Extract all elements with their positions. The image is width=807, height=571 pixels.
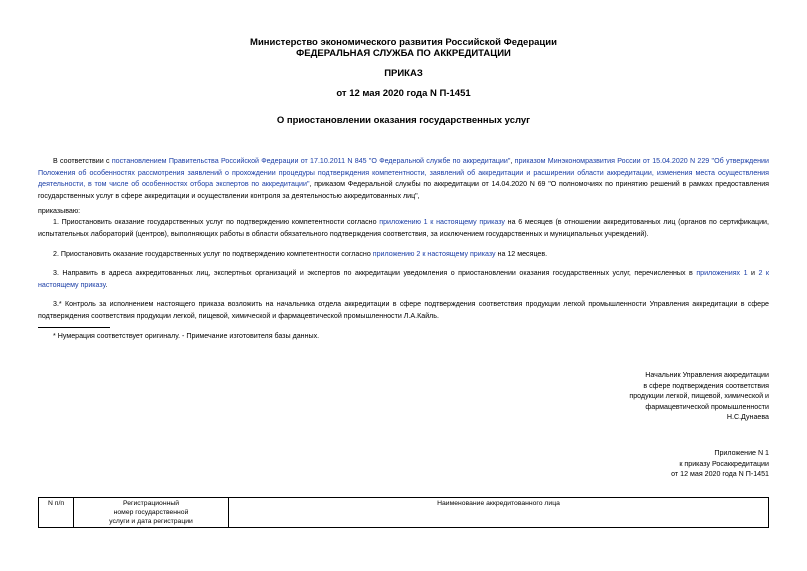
preamble-tail: , приказом Федеральной службы по аккредитации от 14.04.2020 N 69 "О полномочиях по принятию решений в рамках предоставления государственных услуг в сфере аккредитации и осуществлении контроля за деятельностью аккредитованных лиц", — [38, 180, 770, 200]
item-1 — [38, 217, 769, 240]
appendix-line: от 12 мая 2020 года N П-1451 — [671, 470, 769, 478]
item-1-text-b: на 6 месяцев (в отношении аккредитованных лиц (органов по сертификации, испытательных лабораторий (центров), выполняющих работы в области обязательного подтверждения соответствия, за исключением государственных и муниципальных учреждений). — [38, 218, 769, 238]
doc-title: О приостановлении оказания государственных услуг — [276, 115, 531, 126]
signature-line: продукции легкой, пищевой, химической и — [629, 392, 769, 400]
table-header-row — [39, 498, 769, 528]
signature-name: Н.С.Дунаева — [726, 413, 769, 421]
signature-line: в сфере подтверждения соответствия — [643, 381, 769, 390]
link-appendices-1[interactable]: приложениях 1 — [696, 269, 748, 277]
appendix-table — [38, 497, 769, 528]
doc-type: ПРИКАЗ — [384, 68, 423, 79]
col-name-header: Наименование аккредитованного лица — [229, 498, 769, 528]
col-registration-line: номер государственной — [113, 509, 189, 516]
signature-line: Начальник Управления аккредитации — [645, 371, 769, 379]
item-3-text-b: . — [105, 280, 108, 289]
footnote: * Нумерация соответствует оригиналу. - Примечание изготовителя базы данных. — [53, 332, 320, 340]
item-2-text-b: на 12 месяцев. — [495, 250, 548, 258]
link-government-decree[interactable]: постановлением Правительства Российской Федерации от 17.10.2011 N 845 "О Федеральной службе по аккредитации" — [111, 157, 511, 165]
item-3-text-a: 3. Направить в адреса аккредитованных лиц, экспертных организаций и экспертов по аккредитации уведомления о приостановлении оказания государственных услуг, перечисленных в — [53, 269, 697, 277]
appendix-line: к приказу Росаккредитации — [679, 459, 769, 468]
item-1-text-a: 1. Приостановить оказание государственных услуг по подтверждению компетентности согласно — [53, 218, 380, 226]
appendix-header — [539, 448, 769, 480]
link-appendix-1[interactable]: приложению 1 к настоящему приказу — [379, 218, 505, 226]
col-registration-line: услуги и дата регистрации — [109, 518, 193, 525]
preamble-paragraph — [38, 156, 769, 202]
doc-date-number: от 12 мая 2020 года N П-1451 — [336, 88, 471, 99]
link-appendix-2[interactable]: приложению 2 к настоящему приказу — [372, 250, 496, 258]
link-ministry-order[interactable]: приказом Минэкономразвития России от 15.04.2020 N 229 "Об утверждении Положения об особенностях рассмотрения заявлений о прохождении процедуры подтверждения компетентности, заявлений об аккредитации и расширении области аккредитации, изменения места осуществления деятельности, в том числе об особенностях отбора экспертов по аккредитации" — [38, 157, 769, 189]
item-3-mid: и — [747, 269, 759, 277]
col-registration-line: Регистрационный — [122, 500, 180, 507]
signature-block — [539, 370, 769, 423]
preamble-lead: В соответствии с — [53, 157, 112, 165]
item-2-text-a: 2. Приостановить оказание государственных услуг по подтверждению компетентности согласно — [53, 250, 373, 258]
order-word: приказываю: — [38, 207, 81, 215]
preamble-sep: , — [510, 157, 515, 165]
item-4: 3.* Контроль за исполнением настоящего приказа возложить на начальника отдела аккредитации в сфере подтверждения соответствия продукции легкой промышленности Управления аккредитации в сфере подтверждения соответствия продукции легкой, пищевой, химической и фармацевтической промышленности Л.А.Кайль. — [38, 300, 769, 320]
ministry-name: Министерство экономического развития Российской Федерации — [250, 37, 557, 48]
footnote-rule — [38, 327, 110, 328]
signature-line: фармацевтической промышленности — [645, 402, 769, 411]
item-3 — [38, 268, 769, 291]
col-registration-header — [74, 498, 229, 528]
link-appendices-2[interactable]: 2 к настоящему приказу — [38, 269, 769, 289]
item-2 — [38, 249, 769, 261]
service-name: ФЕДЕРАЛЬНАЯ СЛУЖБА ПО АККРЕДИТАЦИИ — [296, 48, 511, 59]
appendix-line: Приложение N 1 — [714, 449, 769, 457]
col-number-header: N п/п — [39, 498, 74, 528]
